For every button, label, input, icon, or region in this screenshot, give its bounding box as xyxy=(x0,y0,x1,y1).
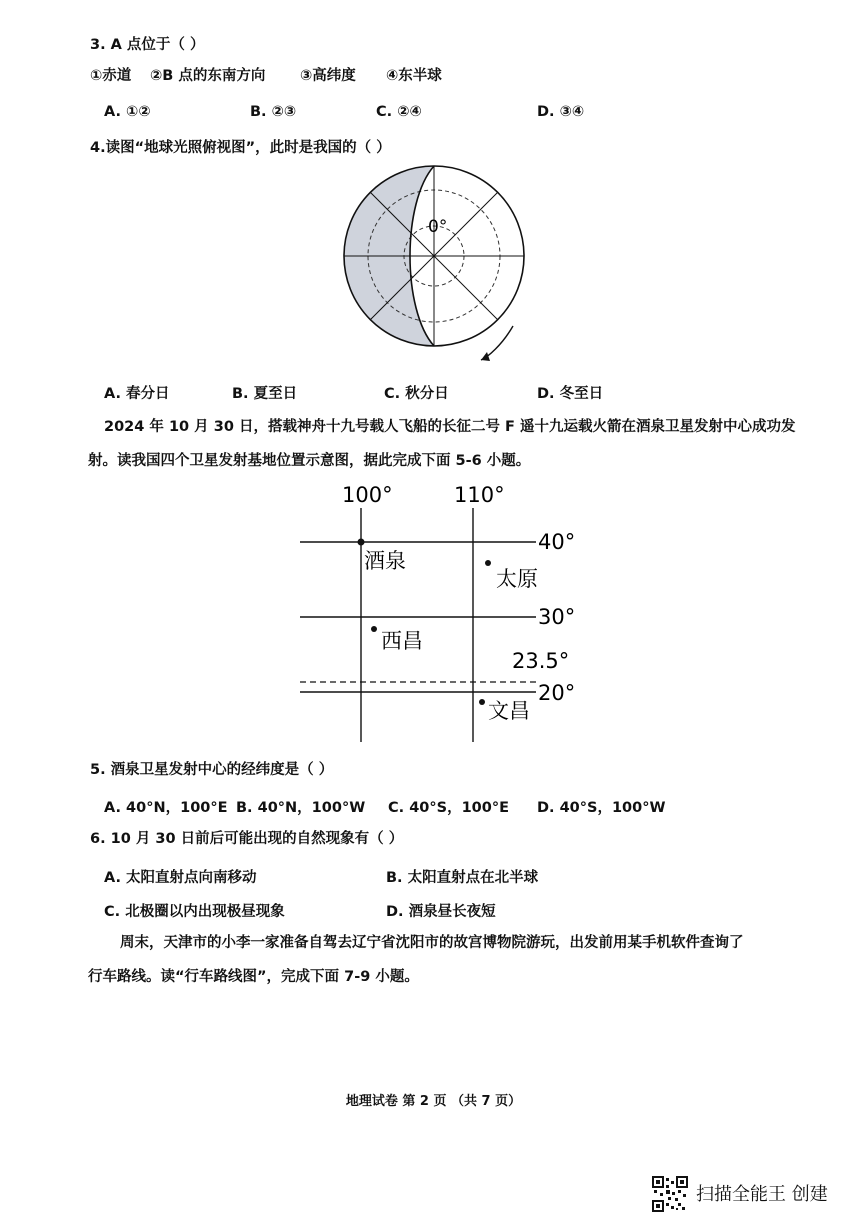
site-marker-jiuquan xyxy=(358,539,365,546)
scanner-brand-label: 扫描全能王 创建 xyxy=(696,1184,828,1205)
longitude-label-110: 110° xyxy=(454,483,505,507)
center-label: 0° xyxy=(428,217,448,237)
q3-option-a: A. ①② xyxy=(104,104,151,120)
q5-option-d: D. 40°S，100°W xyxy=(537,800,666,816)
site-label-wenchang: 文昌 xyxy=(488,699,530,723)
passage-7-9-line1: 周末，天津市的小李一家准备自驾去辽宁省沈阳市的故宫博物院游玩，出发前用某手机软件查询了 xyxy=(120,935,744,951)
qr-code-icon xyxy=(652,1176,688,1212)
latitude-label-40: 40° xyxy=(538,530,576,554)
q6-option-b: B. 太阳直射点在北半球 xyxy=(386,870,539,886)
q3-option-b: B. ②③ xyxy=(250,104,297,120)
q3-stem: 3. A 点位于（ ） xyxy=(90,37,205,53)
q3-option-c: C. ②④ xyxy=(376,104,422,120)
passage-5-6-line2: 射。读我国四个卫星发射基地位置示意图，据此完成下面 5-6 小题。 xyxy=(88,453,531,469)
site-label-jiuquan: 酒泉 xyxy=(364,549,406,573)
site-label-taiyuan: 太原 xyxy=(496,567,538,591)
q5-option-b: B. 40°N，100°W xyxy=(236,800,366,816)
latitude-label-23-5: 23.5° xyxy=(512,649,570,673)
passage-5-6-line1: 2024 年 10 月 30 日，搭载神舟十九号载人飞船的长征二号 F 遥十九运载火箭在酒泉卫星发射中心成功发 xyxy=(104,419,796,435)
q3-item-4: ④东半球 xyxy=(386,68,442,84)
latitude-label-20: 20° xyxy=(538,681,576,705)
q6-option-c: C. 北极圈以内出现极昼现象 xyxy=(104,904,285,920)
q5-stem: 5. 酒泉卫星发射中心的经纬度是（ ） xyxy=(90,762,334,778)
q4-stem: 4.读图“地球光照俯视图”，此时是我国的（ ） xyxy=(90,140,391,156)
q5-option-c: C. 40°S，100°E xyxy=(388,800,509,816)
q4-option-d: D. 冬至日 xyxy=(537,386,604,402)
q3-item-3: ③高纬度 xyxy=(300,68,356,84)
q3-item-1: ①赤道 xyxy=(90,68,132,84)
q4-option-c: C. 秋分日 xyxy=(384,386,449,402)
latitude-label-30: 30° xyxy=(538,605,576,629)
site-label-xichang: 西昌 xyxy=(381,629,423,653)
q4-option-a: A. 春分日 xyxy=(104,386,170,402)
site-marker-wenchang xyxy=(479,699,485,705)
site-marker-taiyuan xyxy=(485,560,491,566)
q3-item-2: ②B 点的东南方向 xyxy=(150,68,266,84)
q6-option-a: A. 太阳直射点向南移动 xyxy=(104,870,257,886)
q4-option-b: B. 夏至日 xyxy=(232,386,298,402)
q6-option-d: D. 酒泉昼长夜短 xyxy=(386,904,496,920)
passage-7-9-line2: 行车路线。读“行车路线图”，完成下面 7-9 小题。 xyxy=(88,969,419,985)
page-footer: 地理试卷 第 2 页 （共 7 页） xyxy=(345,1094,522,1109)
q6-stem: 6. 10 月 30 日前后可能出现的自然现象有（ ） xyxy=(90,831,404,847)
earth-illumination-diagram xyxy=(330,160,540,375)
q5-option-a: A. 40°N，100°E xyxy=(104,800,228,816)
q3-option-d: D. ③④ xyxy=(537,104,585,120)
arrow-head-icon xyxy=(481,352,490,361)
launch-site-map xyxy=(290,478,590,748)
longitude-label-100: 100° xyxy=(342,483,393,507)
site-marker-xichang xyxy=(371,626,377,632)
